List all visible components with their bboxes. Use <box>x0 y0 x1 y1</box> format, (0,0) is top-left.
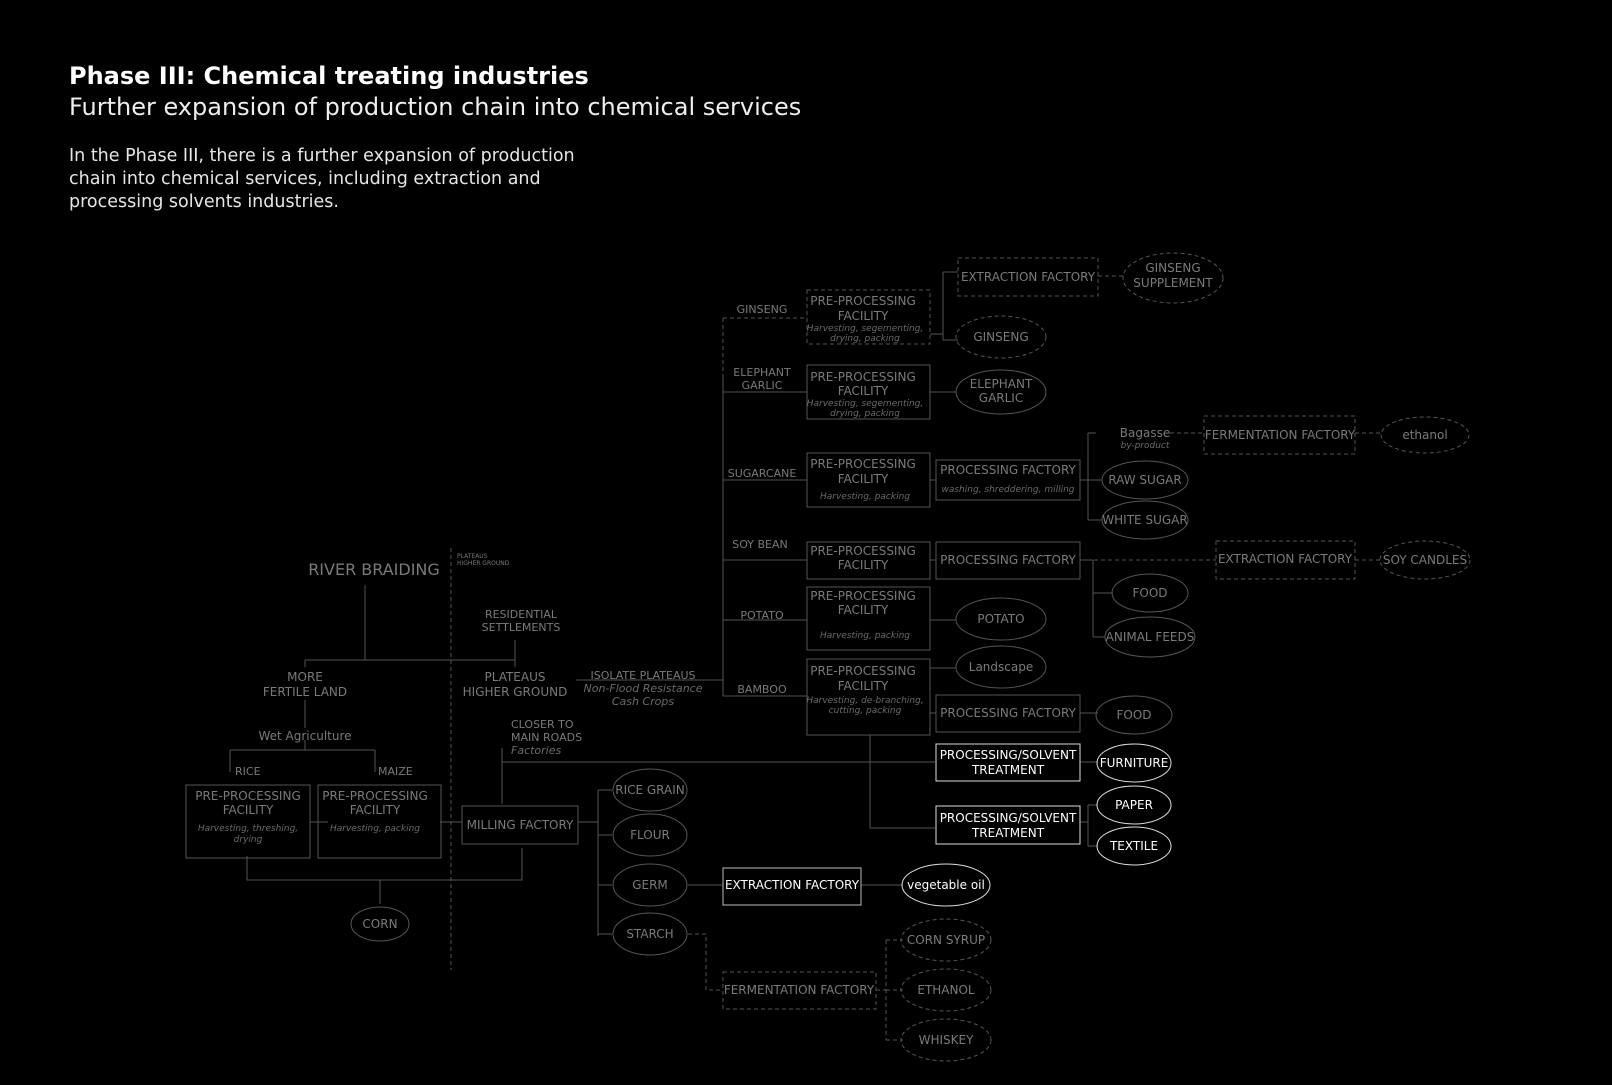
milling-factory-label: MILLING FACTORY <box>466 818 574 832</box>
preproc-bamboo-note-2: cutting, packing <box>828 706 902 716</box>
preproc-bamboo-label-2: FACILITY <box>837 679 889 693</box>
elephant-garlic-label-1: ELEPHANT <box>969 377 1033 391</box>
preproc-garlic-label-1: PRE-PROCESSING <box>810 370 916 384</box>
germ-extraction-label: EXTRACTION FACTORY <box>724 878 860 892</box>
crop-ginseng-label: GINSENG <box>736 303 788 316</box>
preproc-garlic-label-2: FACILITY <box>837 384 889 398</box>
crop-bamboo-label: BAMBOO <box>737 683 787 696</box>
plateau-note-2: HIGHER GROUND <box>457 560 510 567</box>
preproc-bamboo-label-1: PRE-PROCESSING <box>810 664 916 678</box>
plateau-note-1: PLATEAUS <box>457 553 488 560</box>
bagasse-label: Bagasse <box>1119 426 1171 440</box>
preproc-potato-label-2: FACILITY <box>837 603 889 617</box>
closer-roads-label-1: CLOSER TO <box>511 718 574 731</box>
ethanol-label: ETHANOL <box>917 983 975 997</box>
preproc-ginseng-label-2: FACILITY <box>837 309 889 323</box>
vegetable-oil-label: vegetable oil <box>907 878 985 892</box>
soy-extraction-label: EXTRACTION FACTORY <box>1217 552 1353 566</box>
corn-label: CORN <box>362 917 398 931</box>
corn-syrup-label: CORN SYRUP <box>906 933 986 947</box>
dashed-connectors <box>451 276 1382 1040</box>
solvent-treatment-2-label-2: TREATMENT <box>971 826 1045 840</box>
preproc-sugarcane-label-2: FACILITY <box>837 472 889 486</box>
starch-label: STARCH <box>626 927 674 941</box>
starch-fermentation-label: FERMENTATION FACTORY <box>723 983 875 997</box>
textile-label: TEXTILE <box>1109 839 1159 853</box>
preproc-ginseng-note-2: drying, packing <box>830 334 900 344</box>
furniture-label: FURNITURE <box>1099 756 1169 770</box>
preproc-potato-note: Harvesting, packing <box>819 631 911 641</box>
preproc-maize-label-1: PRE-PROCESSING <box>322 789 428 803</box>
crop-potato-label: POTATO <box>740 609 784 622</box>
white-sugar-label: WHITE SUGAR <box>1102 513 1188 527</box>
soy-candles-label: SOY CANDLES <box>1382 553 1468 567</box>
soy-processing-label: PROCESSING FACTORY <box>940 553 1076 567</box>
page-subtitle: Further expansion of production chain into chemical services <box>69 93 802 121</box>
preproc-maize-note: Harvesting, packing <box>329 824 421 834</box>
preproc-maize-label-2: FACILITY <box>349 803 401 817</box>
rice-label: RICE <box>235 765 261 778</box>
residential-label-1: RESIDENTIAL <box>484 608 558 621</box>
sugar-processing-label: PROCESSING FACTORY <box>940 463 1076 477</box>
animal-feeds-label: ANIMAL FEEDS <box>1105 630 1195 644</box>
ginseng-extraction-label: EXTRACTION FACTORY <box>960 270 1096 284</box>
plateaus-label-1: PLATEAUS <box>484 670 546 684</box>
isolate-label-3: Cash Crops <box>611 695 675 708</box>
ginseng-product-label: GINSENG <box>973 330 1029 344</box>
elephant-garlic-label-2: GARLIC <box>978 391 1024 405</box>
preproc-rice-label-2: FACILITY <box>222 803 274 817</box>
preproc-garlic-note-2: drying, packing <box>830 409 900 419</box>
preproc-ginseng-label-1: PRE-PROCESSING <box>810 294 916 308</box>
potato-label: POTATO <box>977 612 1025 626</box>
sugar-processing-note: washing, shreddering, milling <box>941 485 1075 495</box>
solvent-treatment-2-label-1: PROCESSING/SOLVENT <box>939 811 1077 825</box>
flour-label: FLOUR <box>630 828 670 842</box>
more-fertile-label-1: MORE <box>287 670 323 684</box>
solvent-treatment-1-label-1: PROCESSING/SOLVENT <box>939 748 1077 762</box>
bamboo-processing-label: PROCESSING FACTORY <box>940 706 1076 720</box>
crop-sugarcane-label: SUGARCANE <box>727 467 797 480</box>
crop-garlic-label-2: GARLIC <box>741 379 783 392</box>
preproc-bamboo-note-1: Harvesting, de-branching, <box>806 696 924 706</box>
isolate-label-1: ISOLATE PLATEAUS <box>590 669 696 682</box>
preproc-rice-note-2: drying <box>233 835 263 845</box>
preproc-rice-label-1: PRE-PROCESSING <box>195 789 301 803</box>
closer-roads-label-3: Factories <box>511 744 562 757</box>
paper-label: PAPER <box>1115 798 1153 812</box>
preproc-potato-label-1: PRE-PROCESSING <box>810 589 916 603</box>
preproc-sugarcane-note: Harvesting, packing <box>819 492 911 502</box>
preproc-garlic-note-1: Harvesting, segementing, <box>806 399 924 409</box>
preproc-ginseng-note-1: Harvesting, segementing, <box>806 324 924 334</box>
maize-label: MAIZE <box>378 765 413 778</box>
residential-label-2: SETTLEMENTS <box>481 621 561 634</box>
river-braiding-label: RIVER BRAIDING <box>308 560 440 579</box>
isolate-label-2: Non-Flood Resistance <box>583 682 703 695</box>
rice-grain-label: RICE GRAIN <box>615 783 685 797</box>
preproc-soybean-label-2: FACILITY <box>837 558 889 572</box>
soy-food-label: FOOD <box>1132 586 1168 600</box>
preproc-sugarcane-label-1: PRE-PROCESSING <box>810 457 916 471</box>
preproc-rice-note-1: Harvesting, threshing, <box>197 824 299 834</box>
ginseng-supplement-label-1: GINSENG <box>1145 261 1201 275</box>
raw-sugar-label: RAW SUGAR <box>1108 473 1182 487</box>
preproc-soybean-label-1: PRE-PROCESSING <box>810 544 916 558</box>
crop-garlic-label-1: ELEPHANT <box>733 366 791 379</box>
whiskey-label: WHISKEY <box>918 1033 974 1047</box>
more-fertile-label-2: FERTILE LAND <box>262 685 348 699</box>
sugar-fermentation-label: FERMENTATION FACTORY <box>1204 428 1356 442</box>
closer-roads-label-2: MAIN ROADS <box>511 731 583 744</box>
germ-label: GERM <box>632 878 668 892</box>
page-title: Phase III: Chemical treating industries <box>69 62 589 90</box>
ginseng-supplement-label-2: SUPPLEMENT <box>1133 276 1213 290</box>
intro-paragraph: In the Phase III, there is a further expansion of production chain into chemical services, including extraction and processing solvents industries. <box>69 146 575 212</box>
wet-agriculture-label: Wet Agriculture <box>258 729 352 743</box>
by-product-label: by-product <box>1120 441 1170 451</box>
crop-soybean-label: SOY BEAN <box>732 538 788 551</box>
plateaus-label-2: HIGHER GROUND <box>462 685 568 699</box>
solvent-treatment-1-label-2: TREATMENT <box>971 763 1045 777</box>
bamboo-food-label: FOOD <box>1116 708 1152 722</box>
sugar-ethanol-label: ethanol <box>1402 428 1448 442</box>
landscape-label: Landscape <box>968 660 1034 674</box>
